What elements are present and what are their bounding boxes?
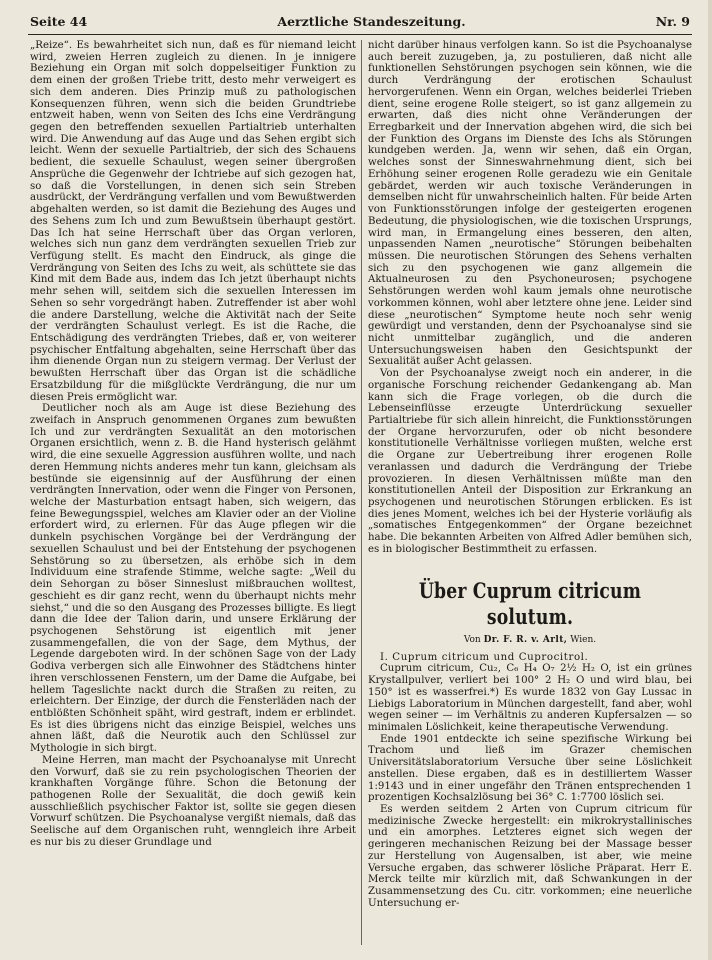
author-prefix: Von [463,634,481,645]
right-paragraph-1: nicht darüber hinaus verfolgen kann. So ist die Psychoanalyse auch bereit zuzugeben, ja, zu postulieren, daß nicht alle funktionellen Sehstörungen psychogen sein können, wie die durch Verdrängung der erotischen Schaulust hervorgerufenen. Wenn ein Organ, welches beiderlei Trieben dient, seine erogene Rolle steigert, so ist ganz allgemein zu erwarten, daß dies nicht ohne Veränderungen der Erregbarkeit und der Innervation abgehen wird, die sich bei der Funktion des Organs im Dienste des Ichs als Störungen kundgeben werden. Ja, wenn wir sehen, daß ein Organ, welches sonst der Sinneswahrnehmung dient, sich bei Erhöhung seiner erogenen Rolle geradezu wie ein Genitale gebärdet, werden wir auch toxische Veränderungen in demselben nicht für unwahrscheinlich halten. Für beide Arten von Funktionsstörungen infolge der gesteigerten erogenen Bedeutung, die physiologischen, wie die toxischen Ursprungs, wird man, in Ermangelung eines besseren, den alten, unpassenden Namen „neurotische“ Störungen beibehalten müssen. Die neurotischen Störungen des Sehens verhalten sich zu den psychogenen wie ganz allgemein die Aktualneurosen zu den Psychoneurosen; psychogene Sehstörungen werden wohl kaum jemals ohne neurotische vorkommen können, wohl aber letztere ohne jene. Leider sind diese „neurotischen“ Symptome heute noch sehr wenig gewürdigt und verstanden, denn der Psychoanalyse sind sie nicht unmittelbar zugänglich, und die anderen Untersuchungsweisen haben den Gesichtspunkt der Sexualität außer Acht gelassen. [368,40,692,368]
publication-title: Aerztliche Standeszeitung. [277,14,466,29]
left-paragraph-1: „Reize“. Es bewahrheitet sich nun, daß es für niemand leicht wird, zweien Herren zugleich zu dienen. In je innigere Beziehung ein Organ mit solch doppelseitiger Funktion zu dem einen der großen Triebe tritt, desto mehr verweigert es sich dem anderen. Dies Prinzip muß zu pathologischen Konsequenzen führen, wenn sich die beiden Grundtriebe entzweit haben, wenn von Seiten des Ichs eine Verdrängung gegen den betreffenden sexuellen Partialtrieb unterhalten wird. Die Anwendung auf das Auge und das Sehen ergibt sich leicht. Wenn der sexuelle Partialtrieb, der sich des Schauens bedient, die sexuelle Schaulust, wegen seiner übergroßen Ansprüche die Gegenwehr der Ichtriebe auf sich gezogen hat, so daß die Vorstellungen, in denen sich sein Streben ausdrückt, der Verdrängung verfallen und vom Bewußtwerden abgehalten werden, so ist damit die Beziehung des Auges und des Sehens zum Ich und zum Bewußtsein überhaupt gestört. Das Ich hat seine Herrschaft über das Organ verloren, welches sich nun ganz dem verdrängten sexuellen Trieb zur Verfügung stellt. Es macht den Eindruck, als ginge die Verdrängung von Seiten des Ichs zu weit, als schüttete sie das Kind mit dem Bade aus, indem das Ich jetzt überhaupt nichts mehr sehen will, seitdem sich die sexuellen Interessen im Sehen so sehr vorgedrängt haben. Zutreffender ist aber wohl die andere Darstellung, welche die Aktivität nach der Seite der verdrängten Schaulust verlegt. Es ist die Rache, die Entschädigung des verdrängten Triebes, daß er, von weiterer psychischer Entfaltung abgehalten, seine Herrschaft über das ihm dienende Organ nun zu steigern vermag. Der Verlust der bewußten Herrschaft über das Organ ist die schädliche Ersatzbildung für die mißglückte Verdrängung, die nur um diesen Preis ermöglicht war. [30,40,356,403]
column-divider [361,40,362,945]
article-title: Über Cuprum citricum solutum. [418,577,642,629]
left-paragraph-2: Deutlicher noch als am Auge ist diese Beziehung des zweifach in Anspruch genommenen Organes zum bewußten Ich und zur verdrängten Sexualität an den motorischen Organen ersichtlich, wenn z. B. die Hand hysterisch gelähmt wird, die eine sexuelle Aggression ausführen wollte, und nach deren Hemmung nichts anderes mehr tun kann, gleichsam als bestünde sie eigensinnig auf der Ausführung der einen verdrängten Innervation, oder wenn die Finger von Personen, welche der Masturbation entsagt haben, sich weigern, das feine Bewegungsspiel, welches am Klavier oder an der Violine erfordert wird, zu erlernen. Für das Auge pflegen wir die dunkeln psychischen Vorgänge bei der Verdrängung der sexuellen Schaulust und bei der Entstehung der psychogenen Sehstörung so zu übersetzen, als erhöbe sich in dem Individuum eine strafende Stimme, welche sagte: „Weil du dein Sehorgan zu böser Sinneslust mißbrauchen wolltest, geschieht es dir ganz recht, wenn du überhaupt nichts mehr siehst,“ und die so den Ausgang des Prozesses billigte. Es liegt dann die Idee der Talion darin, und unsere Erklärung der psychogenen Sehstörung ist eigentlich mit jener zusammengefallen, die von der Sage, dem Mythus, der Legende dargeboten wird. In der schönen Sage von der Lady Godiva verbergen sich alle Einwohner des Städtchens hinter ihren verschlossenen Fenstern, um der Dame die Aufgabe, bei hellem Tageslichte nackt durch die Straßen zu reiten, zu erleichtern. Der Einzige, der durch die Fensterläden nach der entblößten Schönheit späht, wird gestraft, indem er erblindet. Es ist dies übrigens nicht das einzige Beispiel, welches uns ahnen läßt, daß die Neurotik auch den Schlüssel zur Mythologie in sich birgt. [30,403,356,755]
article-byline [368,634,692,647]
article-paragraph-1: Cuprum citricum, Cu₂, C₆ H₄ O₇ 2½ H₂ O, ist ein grünes Krystallpulver, verliert bei 100° 2 H₂ O und wird blau, bei 150° ist es wasserfrei.*) Es wurde 1832 von Gay Lussac in Liebigs Laboratorium in München dargestellt, fand aber, wohl wegen seiner — im Verhältnis zu anderen Kupfersalzen — so minimalen Löslichkeit, keine therapeutische Verwendung. [368,663,692,733]
section-heading: I. Cuprum citricum und Cuprocitrol. [380,651,589,663]
author-place: Wien. [570,634,597,645]
left-paragraph-3: Meine Herren, man macht der Psychoanalyse mit Unrecht den Vorwurf, daß sie zu rein psychologischen Theorien der krankhaften Vorgänge führe. Schon die Betonung der pathogenen Rolle der Sexualität, die doch gewiß kein ausschließlich psychischer Faktor ist, sollte sie gegen diesen Vorwurf schützen. Die Psychoanalyse vergißt niemals, daß das Seelische auf dem Organischen ruht, wenngleich ihre Arbeit es nur bis zu dieser Grundlage und [30,754,356,848]
right-paragraph-2: Von der Psychoanalyse zweigt noch ein anderer, in die organische Forschung reichender Gedankengang ab. Man kann sich die Frage vorlegen, ob die durch die Lebenseinflüsse erzeugte Unterdrückung sexueller Partialtriebe für sich allein hinreicht, die Funktionsstörungen der Organe hervorzurufen, oder ob nicht besondere konstitutionelle Verhältnisse vorliegen mußten, welche erst die Organe zur Uebertreibung ihrer erogenen Rolle veranlassen und dadurch die Verdrängung der Triebe provozieren. In diesen Verhältnissen müßte man den konstitutionellen Anteil der Disposition zur Erkrankung an psychogenen und neurotischen Störungen erblicken. Es ist dies jenes Moment, welches ich bei der Hysterie vorläufig als „somatisches Entgegenkommen“ der Organe bezeichnet habe. Die bekannten Arbeiten von Alfred Adler bemühen sich, es in biologischer Bestimmtheit zu erfassen. [368,368,692,555]
page-edge [708,0,712,960]
page-header [30,14,690,36]
article-paragraph-2: Ende 1901 entdeckte ich seine spezifische Wirkung bei Trachom und ließ im Grazer chemischen Universitätslaboratorium Versuche über seine Löslichkeit anstellen. Diese ergaben, daß es in destilliertem Wasser 1:9143 und in einer ungefähr den Tränen entsprechenden 1 prozentigen Kochsalzlösung bei 36° C. 1:7700 löslich sei. [368,733,692,804]
issue-number: Nr. 9 [655,14,690,29]
right-column [368,40,692,952]
page-number: Seite 44 [30,14,88,29]
header-rule [28,34,692,35]
left-column [30,40,356,952]
article-paragraph-3: Es werden seitdem 2 Arten von Cuprum citricum für medizinische Zwecke hergestellt: ein mikrokrystallinisches und ein amorphes. Letzteres eignet sich wegen der geringeren mechanischen Reizung bei der Massage besser zur Herstellung von Augensalben, ist aber, wie meine Versuche ergaben, das schwerer lösliche Präparat. Herr E. Merck teilte mir kürzlich mit, daß Schwankungen in der Zusammensetzung des Cu. citr. vorkommen; eine neuerliche Untersuchung er- [368,803,692,909]
author-name: Dr. F. R. v. Arlt, [483,634,568,645]
